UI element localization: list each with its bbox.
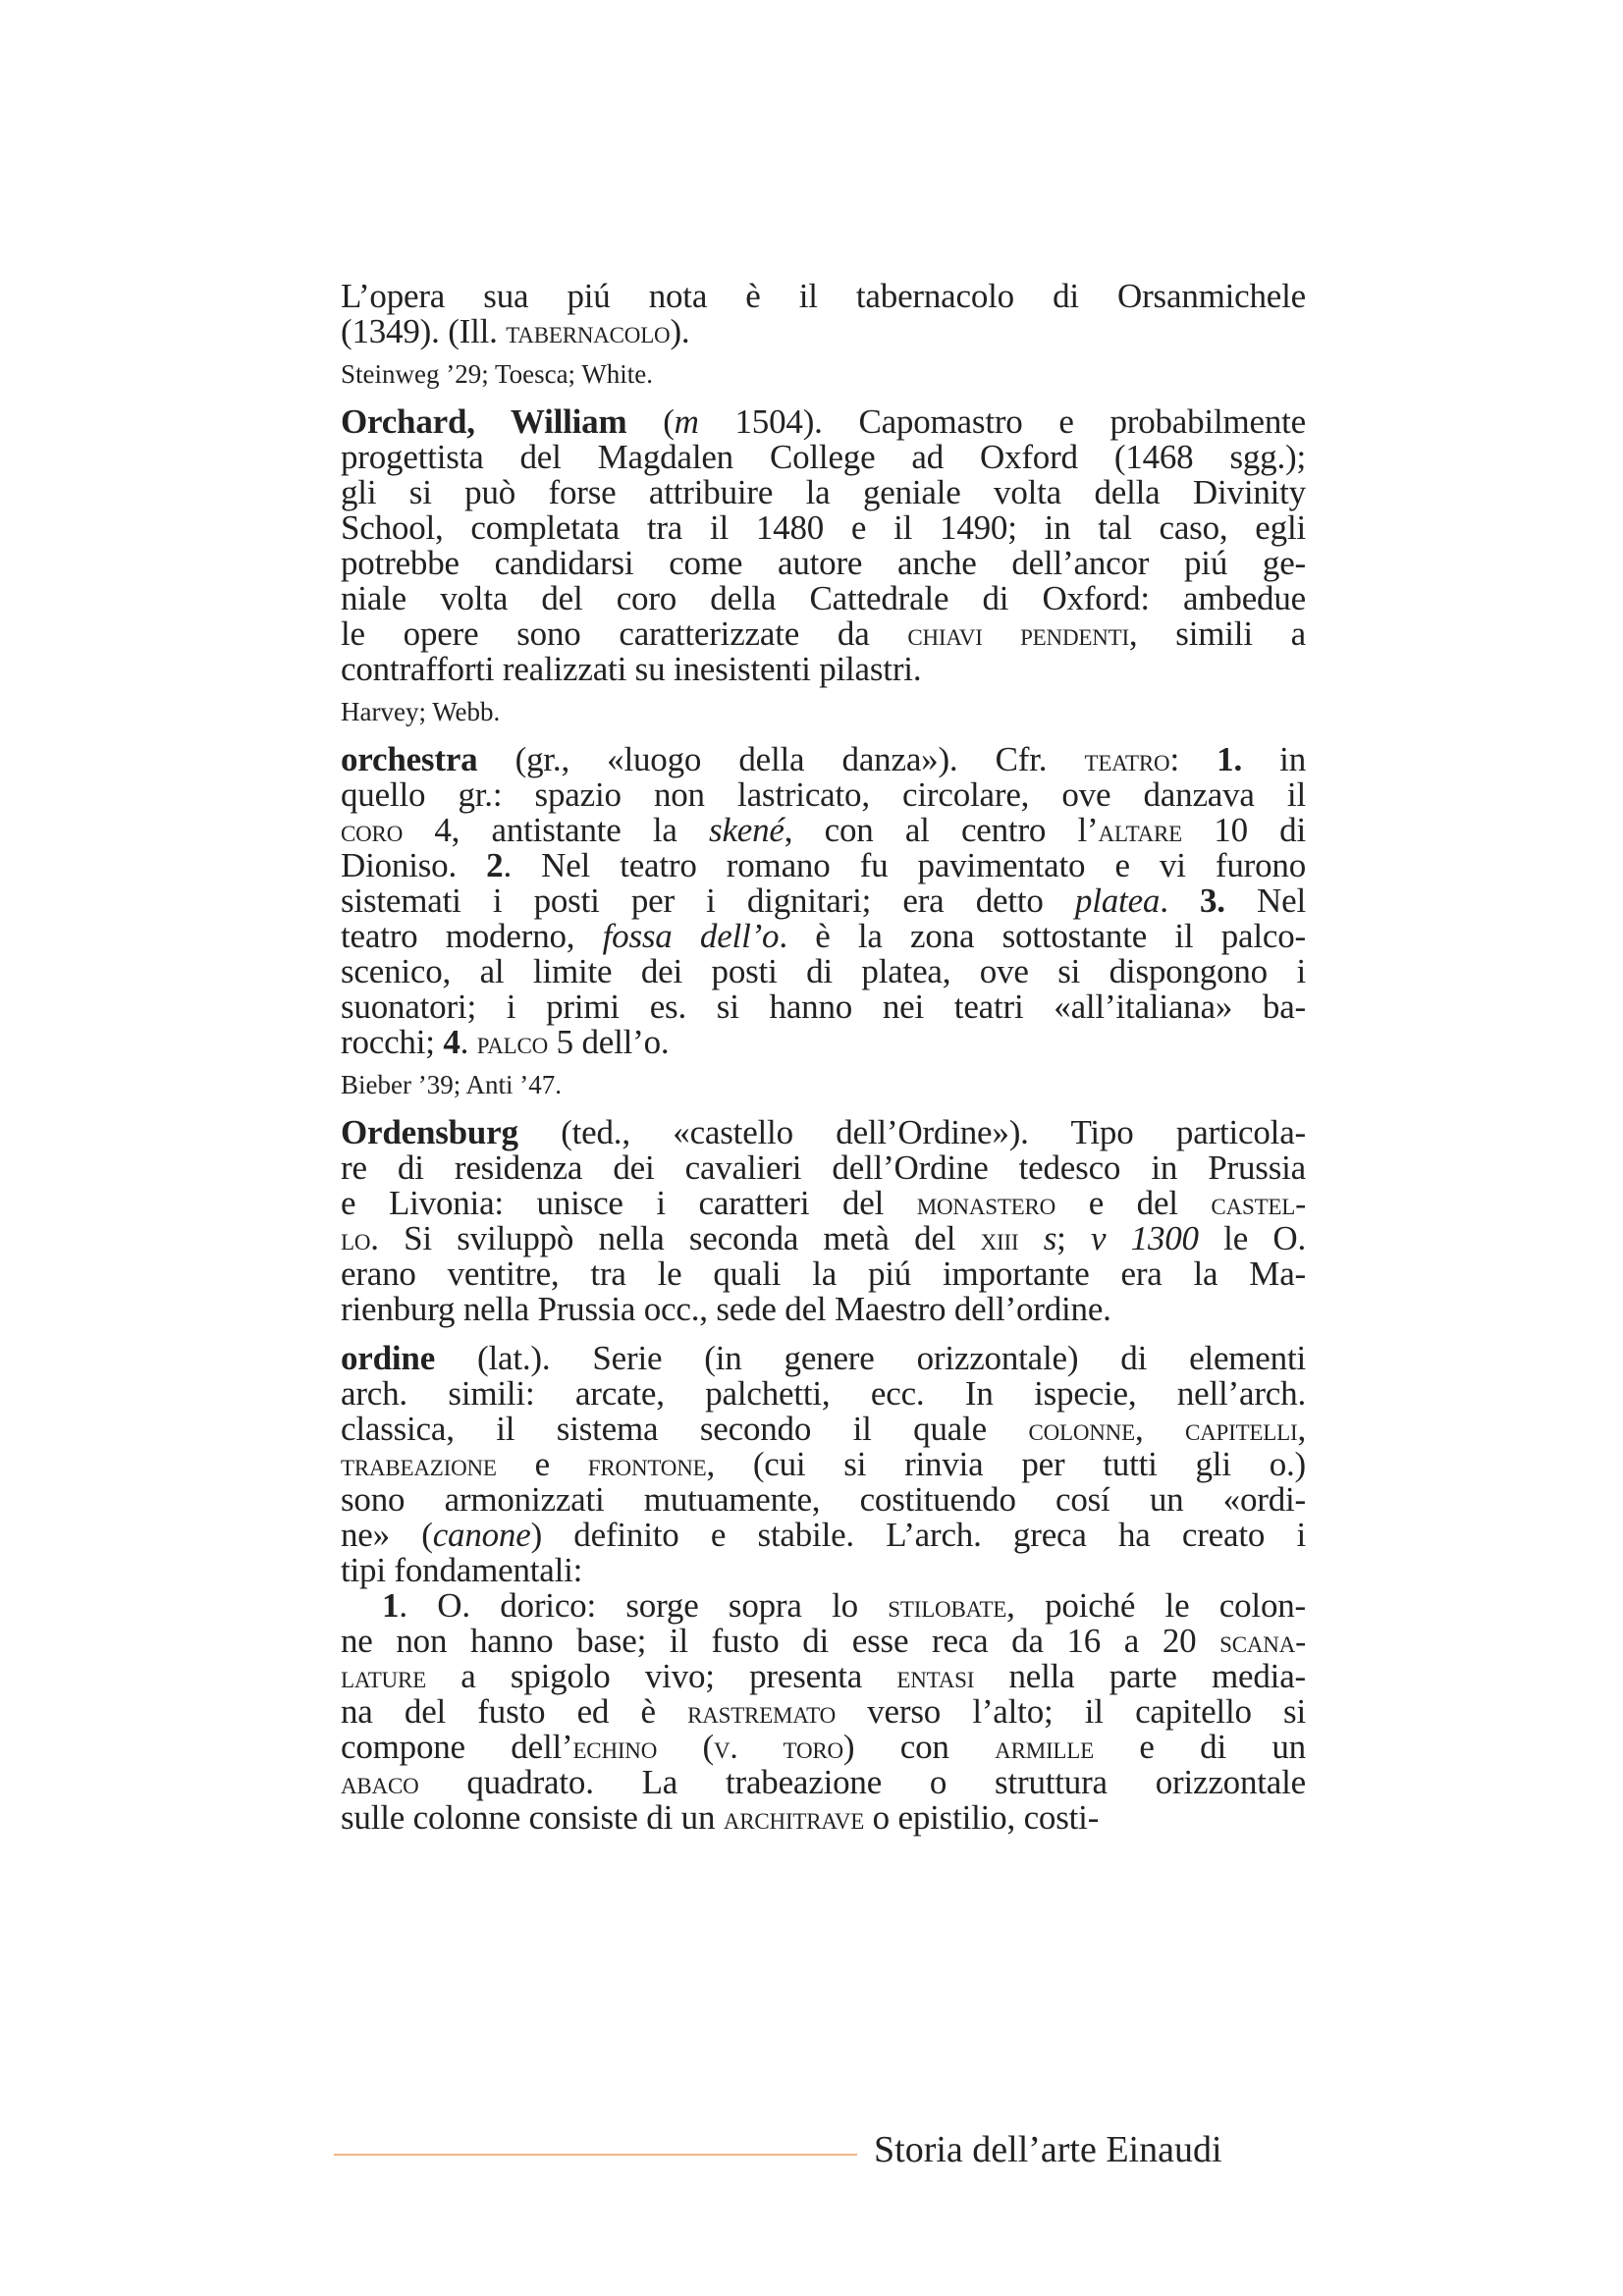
text-line [341,475,1306,510]
bold-run: 3. [1199,881,1225,920]
text-run: rocchi; [341,1023,444,1061]
footer-rule [334,2154,857,2156]
text-run: ) definito e stabile. L’arch. greca ha creato i [530,1516,1306,1554]
italic-run: canone [432,1516,531,1554]
text-run: sono armonizzati mutuamente, costituendo cosí un «ordi- [341,1480,1306,1519]
text-line [341,1256,1306,1292]
cross-reference: scana- [1219,1624,1306,1660]
text-line [341,989,1306,1025]
text-line [341,1518,1306,1553]
italic-run: v 1300 [1090,1219,1199,1257]
text-run: L’opera sua piú nota è il tabernacolo di Orsanmichele [341,277,1306,315]
cross-reference: palco [476,1025,549,1061]
text-line [341,1588,1306,1624]
text-run: , poiché le colon- [1006,1586,1306,1625]
headword: Orchard, William [341,402,627,441]
cross-reference: altare [1098,813,1183,849]
cross-reference: teatro [1084,742,1170,778]
cross-reference: lature [341,1659,426,1695]
text-line [341,742,1306,777]
text-run: progettista del Magdalen College ad Oxford (1468 sgg.); [341,438,1306,476]
footer-title: Storia dell’arte Einaudi [874,2129,1222,2170]
bibliography: Harvey; Webb. [341,697,501,726]
text-run: ne non hanno base; il fusto di esse reca da 16 a 20 [341,1622,1220,1660]
text-run: ne» ( [341,1516,433,1554]
text-run: . [1160,881,1200,920]
text-run: verso l’alto; il capitello si [836,1692,1306,1731]
text-run: (ted., «castello dell’Ordine»). Tipo particola- [517,1113,1306,1151]
text-run: gli si può forse attribuire la geniale volta della Divinity [341,473,1306,511]
text-run: sulle colonne consiste di un [341,1798,724,1837]
text-line [341,581,1306,616]
text-line [341,813,1306,848]
text-run: . O. dorico: sorge sopra lo [399,1586,889,1625]
text-line [341,1624,1306,1659]
cross-reference: abaco [341,1765,419,1801]
text-run: e del [1055,1184,1212,1222]
entry-orchard [341,404,1306,728]
entry-ordine [341,1341,1306,1836]
bibliography: Steinweg ’29; Toesca; White. [341,359,654,389]
text-run: le O. [1198,1219,1306,1257]
text-line [341,1025,1306,1060]
text-line [341,1150,1306,1186]
text-run: quello gr.: spazio non lastricato, circolare, ove danzava il [341,775,1306,814]
text-run: Dioniso. [341,846,487,884]
text-line [341,546,1306,581]
text-run: suonatori; i primi es. si hanno nei teatri «all’italiana» ba- [341,988,1306,1026]
text-line [341,279,1306,314]
italic-run: skené [709,811,784,849]
cross-reference: tabernacolo [506,314,671,350]
text-run: (1349). (Ill. [341,312,507,350]
text-run: o epistilio, costi- [864,1798,1100,1837]
cross-reference: v. toro [714,1730,843,1766]
text-run: 4, antistante la [403,811,710,849]
bold-run: 1 [382,1586,400,1625]
cross-reference: lo [341,1221,371,1257]
text-run: e Livonia: unisce i caratteri del [341,1184,917,1222]
italic-run: m [674,402,699,441]
text-line [341,919,1306,954]
cross-reference: coro [341,813,404,849]
text-run: erano ventitre, tra le quali la piú importante era la Ma- [341,1255,1306,1293]
text-line [341,777,1306,813]
text-line [341,616,1306,652]
text-run: Nel [1224,881,1306,920]
entry-orchestra [341,742,1306,1101]
text-run: 10 di [1182,811,1306,849]
text-run: ( [626,402,675,441]
text-run: ; [1056,1219,1091,1257]
text-run: ) con [842,1728,996,1766]
text-line [341,1694,1306,1730]
bibliography: Bieber ’39; Anti ’47. [341,1070,562,1099]
text-run: le opere sono caratterizzate da [341,614,908,653]
cross-reference: colonne [1028,1412,1135,1448]
text-run: e di un [1093,1728,1306,1766]
text-run: . Si sviluppò nella seconda metà del [370,1219,981,1257]
text-run [1018,1219,1043,1257]
entry-ordensburg [341,1115,1306,1341]
text-line [341,883,1306,919]
text-run: tipi fondamentali: [341,1551,583,1589]
text-run: , simili a [1128,614,1307,653]
text-run: (lat.). Serie (in genere orizzontale) di elementi [435,1339,1306,1377]
text-line [341,1800,1306,1836]
text-line [341,404,1306,440]
cross-reference: architrave [723,1800,865,1837]
text-run: contrafforti realizzati su inesistenti pilastri. [341,650,922,688]
text-line [341,652,1306,687]
text-run: compone dell’ [341,1728,573,1766]
cross-reference: trabeazione [341,1447,497,1483]
text-line [341,1186,1306,1221]
cross-reference: echino [572,1730,658,1766]
headword: ordine [341,1339,436,1377]
bold-run: 4 [443,1023,460,1061]
bold-run: 1. [1217,740,1243,778]
text-run: nella parte media- [974,1657,1306,1695]
text-line [341,1376,1306,1412]
text-line [341,314,1306,349]
text-run: . è la zona sottostante il palco- [779,917,1306,955]
text-run: sistemati i posti per i dignitari; era detto [341,881,1075,920]
text-run: teatro moderno, [341,917,603,955]
text-run: na del fusto ed è [341,1692,688,1731]
text-run: e [496,1445,588,1483]
text-run: potrebbe candidarsi come autore anche dell’ancor piú ge- [341,544,1306,582]
text-run: re di residenza dei cavalieri dell’Ordine tedesco in Prussia [341,1148,1306,1187]
text-line [341,1659,1306,1694]
text-run: , con al centro l’ [784,811,1099,849]
cross-reference: chiavi pendenti [907,616,1129,653]
text-line [341,1221,1306,1256]
text-line [341,1482,1306,1518]
text-line [341,1412,1306,1447]
text-run: rienburg nella Prussia occ., sede del Maestro dell’ordine. [341,1290,1111,1328]
headword: Ordensburg [341,1113,518,1151]
italic-run: platea [1074,881,1161,920]
cross-reference: castel- [1211,1186,1306,1222]
text-run: , [1297,1410,1307,1448]
text-line [341,1765,1306,1800]
text-line [341,1341,1306,1376]
text-run: : [1169,740,1217,778]
text-run: scenico, al limite dei posti di platea, ove si dispongono i [341,952,1306,990]
text-run: , [1134,1410,1185,1448]
cross-reference: capitelli [1184,1412,1298,1448]
text-run: a spigolo vivo; presenta [425,1657,897,1695]
text-run: 5 dell’o. [548,1023,670,1061]
cross-reference: xiii [980,1221,1019,1257]
text-run: ( [657,1728,715,1766]
cross-reference: frontone [587,1447,707,1483]
text-run: quadrato. La trabeazione o struttura orizzontale [418,1763,1306,1801]
text-run: School, completata tra il 1480 e il 1490; in tal caso, egli [341,508,1306,547]
text-run: classica, il sistema secondo il quale [341,1410,1029,1448]
text-run: , (cui si rinvia per tutti gli o.) [706,1445,1306,1483]
text-run: niale volta del coro della Cattedrale di Oxford: ambedue [341,579,1306,617]
italic-run: s [1043,1219,1057,1257]
headword: orchestra [341,740,478,778]
cross-reference: armille [995,1730,1094,1766]
text-run: in [1242,740,1307,778]
text-run: . Nel teatro romano fu pavimentato e vi furono [503,846,1307,884]
cross-reference: monastero [916,1186,1056,1222]
text-line [341,1292,1306,1327]
text-line [341,1115,1306,1150]
entry-prev-tail [341,279,1306,391]
text-run: 1504). Capomastro e probabilmente [698,402,1307,441]
text-run: ). [670,312,690,350]
text-run: arch. simili: arcate, palchetti, ecc. In ispecie, nell’arch. [341,1374,1306,1413]
bold-run: 2 [486,846,504,884]
text-column [341,279,1306,1836]
text-run: (gr., «luogo della danza»). Cfr. [477,740,1085,778]
text-line [341,1553,1306,1588]
text-line [341,510,1306,546]
italic-run: fossa dell’o [602,917,780,955]
cross-reference: rastremato [687,1694,836,1731]
text-line [341,1730,1306,1765]
text-line [341,1447,1306,1482]
text-line [341,440,1306,475]
cross-reference: entasi [896,1659,975,1695]
text-line [341,954,1306,989]
text-line [341,848,1306,883]
cross-reference: stilobate [888,1588,1007,1625]
text-run: . [460,1023,477,1061]
